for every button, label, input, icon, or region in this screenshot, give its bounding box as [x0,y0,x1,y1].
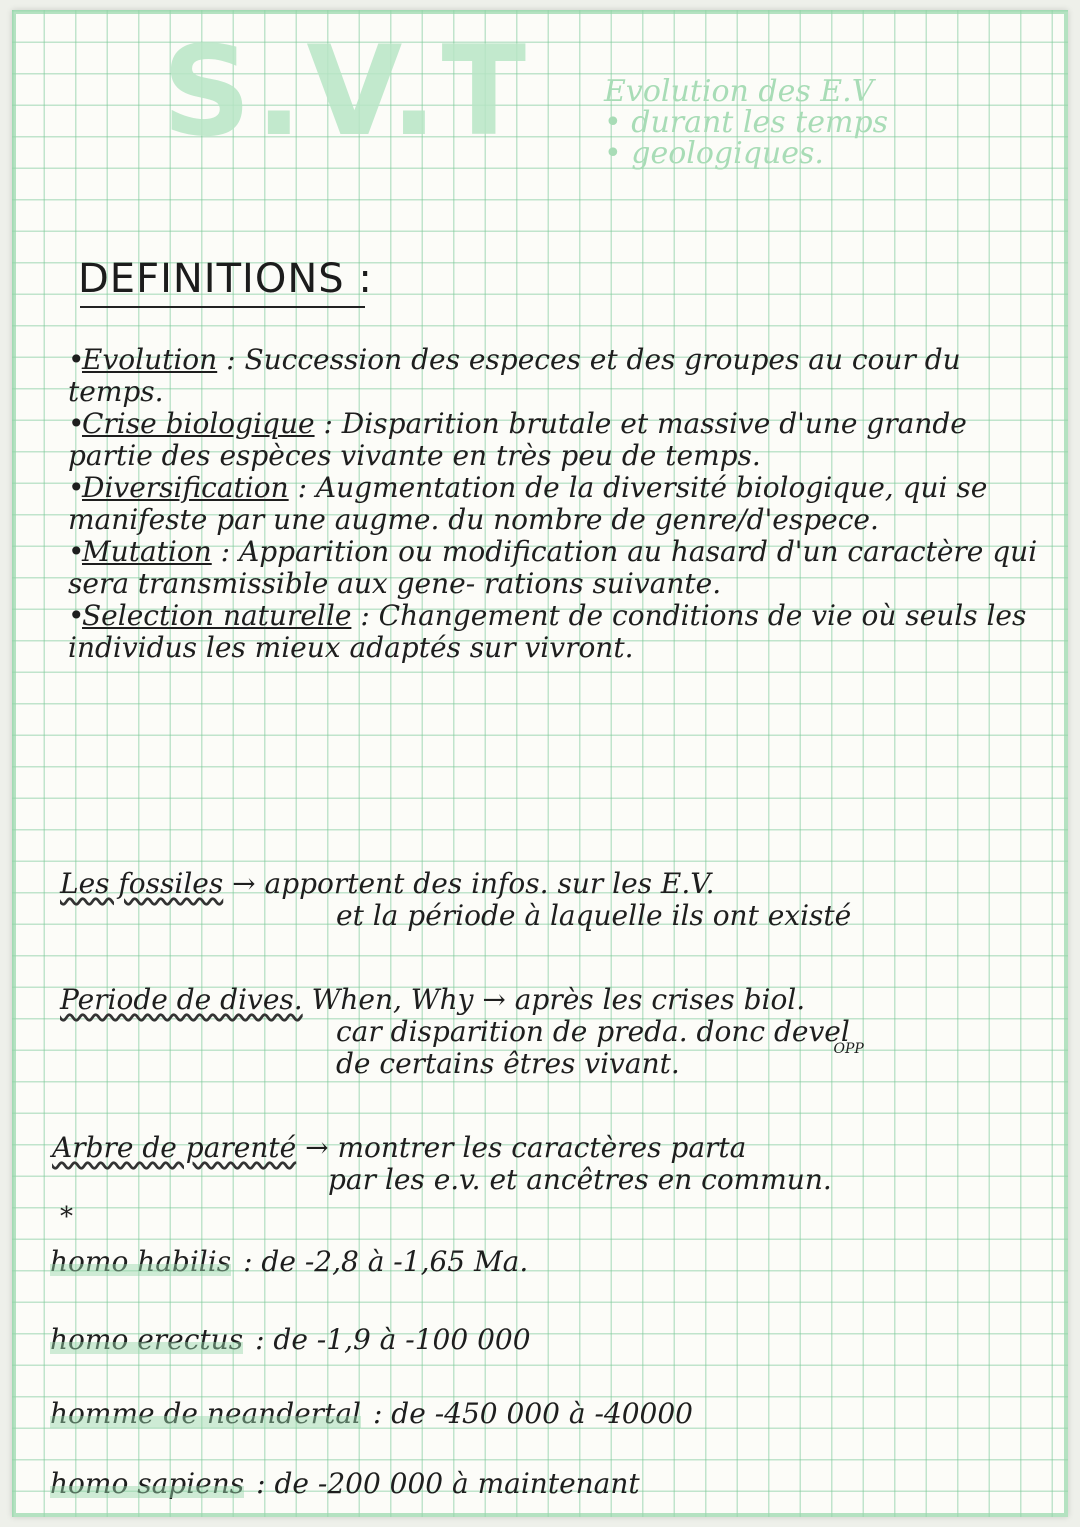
note-line: car disparition de preda. donc devel [336,1015,850,1048]
definition-selection-naturelle: •Selection naturelle : Changement de conditions de vie où seuls les individus les mieux adaptés sur vivront. [68,599,1027,664]
definitions-list [68,344,1058,664]
definition-evolution: •Evolution : Succession des especes et des groupes au cour du temps. [68,343,961,408]
homo-range: : de -2,8 à -1,65 Ma. [243,1245,529,1278]
note-periode-diversification [60,983,864,1080]
note-line: → apportent des infos. sur les E.V. [232,867,715,900]
subtitle-line: Evolution des E.V [604,74,874,109]
homo-row [50,1468,640,1500]
note-line: → montrer les caractères parta [305,1131,747,1164]
homo-range: : de -1,9 à -100 000 [255,1323,531,1356]
definition-term: Diversification [82,471,289,504]
definition-term: Evolution [82,343,218,376]
note-fossiles [60,868,851,932]
definition-term: Crise biologique [82,407,315,440]
homo-name: homo sapiens [50,1467,245,1500]
definition-text: : Augmentation de la diversité biologique, qui se manifeste par une augme. du nombre de genre/d'espece. [68,471,988,536]
star-marker: * [60,1202,73,1232]
definition-text: : Succession des especes et des groupes au cour du temps. [68,343,961,408]
note-arbre-parente [52,1132,832,1196]
note-term: Arbre de parenté [52,1131,297,1164]
definition-crise-biologique: •Crise biologique : Disparition brutale et massive d'une grande partie des espèces vivante en très peu de temps. [68,407,967,472]
homo-name: homo habilis [50,1245,232,1278]
subtitle-line: • durant les temps [604,107,1044,138]
homo-name: homme de neandertal [50,1397,361,1430]
definition-text: : Changement de conditions de vie où seuls les individus les mieux adaptés sur vivront. [68,599,1027,664]
note-line: par les e.v. et ancêtres en commun. [328,1163,832,1196]
homo-row [50,1398,693,1430]
note-margin-text: OPP [833,1041,864,1057]
definition-term: Selection naturelle [82,599,352,632]
note-term: Les fossiles [60,867,224,900]
note-line: When, Why → après les crises biol. [311,983,806,1016]
notebook-page [12,10,1068,1517]
definition-text: : Apparition ou modification au hasard d'un caractère qui sera transmissible aux gene- rations suivante. [68,535,1038,600]
subtitle-line: • geologiques. [604,138,1044,169]
homo-name: homo erectus [50,1323,244,1356]
definition-mutation: •Mutation : Apparition ou modification au hasard d'un caractère qui sera transmissible aux gene- rations suivante. [68,535,1038,600]
note-line: de certains êtres vivant. [336,1047,680,1080]
homo-row [50,1246,528,1278]
note-line: et la période à laquelle ils ont existé [336,899,852,932]
homo-row [50,1324,531,1356]
subject-title: S.V.T [162,20,531,164]
chapter-subtitle [604,76,1044,169]
note-term: Periode de dives. [60,983,303,1016]
definition-text: : Disparition brutale et massive d'une grande partie des espèces vivante en très peu de temps. [68,407,967,472]
definitions-heading: DEFINITIONS : [78,256,373,302]
homo-range: : de -200 000 à maintenant [256,1467,640,1500]
homo-range: : de -450 000 à -40000 [372,1397,693,1430]
definition-diversification: •Diversification : Augmentation de la diversité biologique, qui se manifeste par une augme. du nombre de genre/d'espece. [68,471,988,536]
definition-term: Mutation [82,535,212,568]
